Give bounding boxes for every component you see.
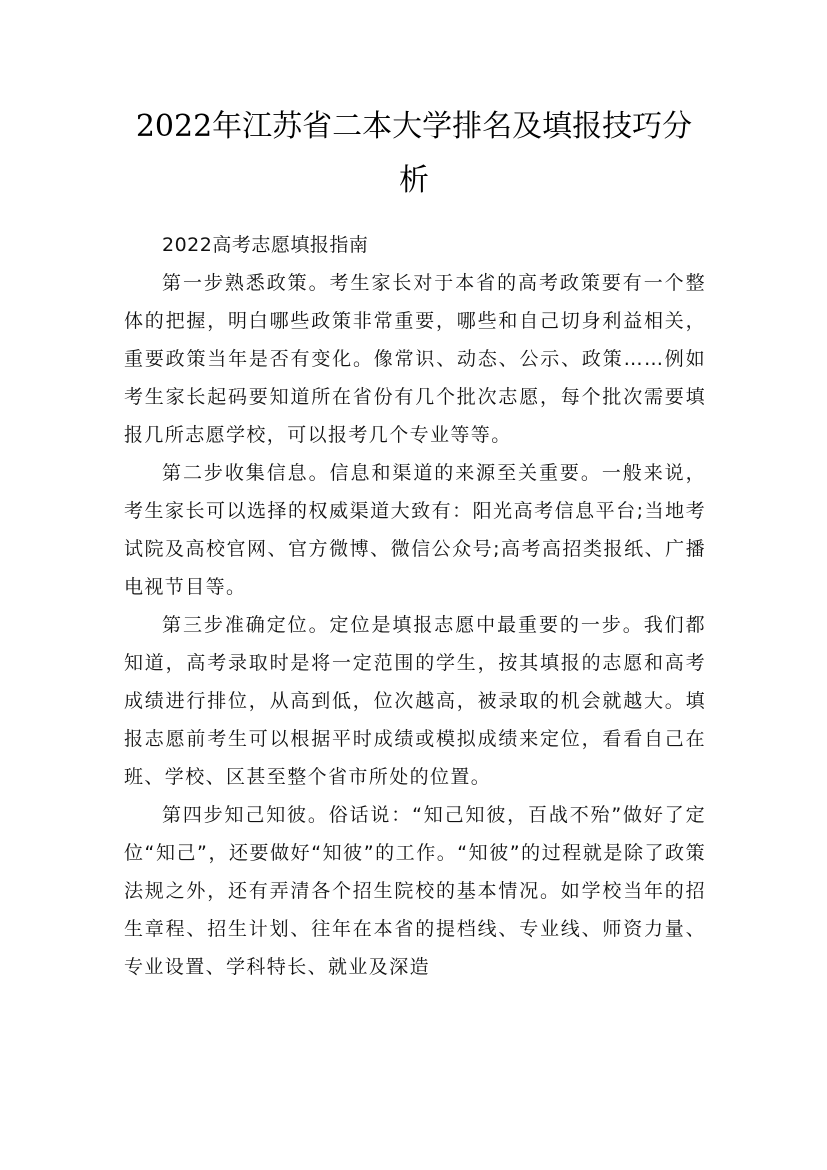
document-title: 2022年江苏省二本大学排名及填报技巧分析 xyxy=(135,109,693,198)
section-subheading: 2022高考志愿填报指南 xyxy=(162,234,369,256)
paragraph-step-3: 第三步准确定位。定位是填报志愿中最重要的一步。我们都知道，高考录取时是将一定范围的学生，按其填报的志愿和高考成绩进行排位，从高到低，位次越高，被录取的机会就越大。填报志愿前考生可以根据平时成绩或模拟成绩来定位，看看自己在班、学校、区甚至整个省市所处的位置。 xyxy=(124,614,706,788)
document-body xyxy=(124,226,706,986)
paragraph-step-4: 第四步知己知彼。俗话说：“知己知彼，百战不殆”做好了定位“知己”，还要做好“知彼”的工作。“知彼”的过程就是除了政策法规之外，还有弄清各个招生院校的基本情况。如学校当年的招生章程、招生计划、往年在本省的提档线、专业线、师资力量、专业设置、学科特长、就业及深造 xyxy=(124,804,706,978)
paragraph-step-1: 第一步熟悉政策。考生家长对于本省的高考政策要有一个整体的把握，明白哪些政策非常重要，哪些和自己切身利益相关，重要政策当年是否有变化。像常识、动态、公示、政策……例如考生家长起码要知道所在省份有几个批次志愿，每个批次需要填报几所志愿学校，可以报考几个专业等等。 xyxy=(124,272,706,446)
paragraph-step-2: 第二步收集信息。信息和渠道的来源至关重要。一般来说，考生家长可以选择的权威渠道大致有：阳光高考信息平台;当地考试院及高校官网、官方微博、微信公众号;高考高招类报纸、广播电视节目等。 xyxy=(124,462,706,598)
